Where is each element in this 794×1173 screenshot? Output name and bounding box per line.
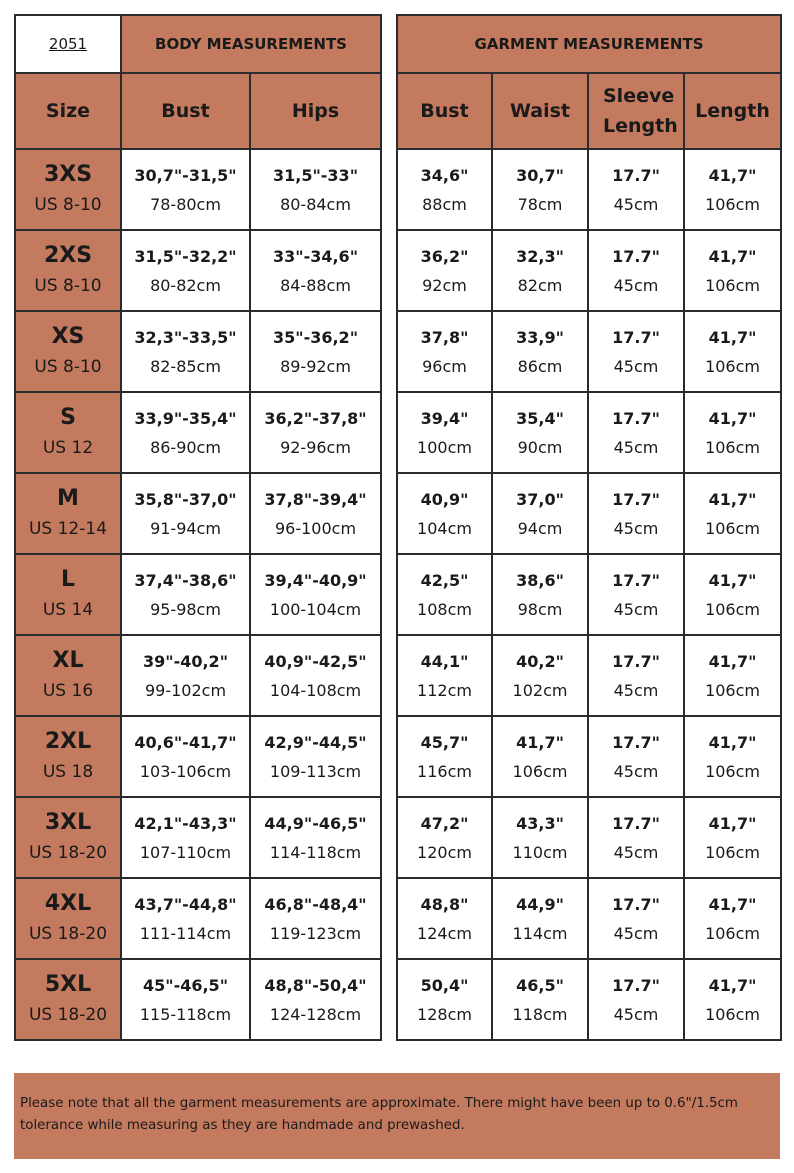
garment-waist-cell xyxy=(492,797,588,878)
garment-length-cm: 106cm xyxy=(705,275,760,295)
body-bust-inches: 30,7"-31,5" xyxy=(134,165,237,185)
size-label: 4XL xyxy=(44,890,92,916)
body-hips-cell xyxy=(250,230,381,311)
garment-waist-inches: 43,3" xyxy=(516,813,564,833)
garment-bust-inches: 44,1" xyxy=(420,651,469,671)
table-row xyxy=(15,473,381,554)
garment-sleeve-length-header: Sleeve Length xyxy=(588,73,684,149)
garment-waist-inches: 41,7" xyxy=(516,732,564,752)
garment-waist-cm: 86cm xyxy=(517,356,563,376)
garment-sleeve-length-inches: 17.7" xyxy=(612,894,660,914)
garment-length-cell xyxy=(684,149,781,230)
garment-sleeve-length-cell xyxy=(588,635,684,716)
garment-sleeve-length-cm: 45cm xyxy=(613,518,659,538)
table-row xyxy=(15,878,381,959)
garment-waist-cm: 82cm xyxy=(517,275,563,295)
us-size-label: US 8-10 xyxy=(34,194,102,215)
garment-length-cell xyxy=(684,230,781,311)
garment-sleeve-length-cell xyxy=(588,473,684,554)
garment-waist-inches: 37,0" xyxy=(516,489,564,509)
body-hips-cm: 89-92cm xyxy=(280,356,351,376)
size-cell xyxy=(15,554,121,635)
body-hips-inches: 44,9"-46,5" xyxy=(264,813,367,833)
garment-length-inches: 41,7" xyxy=(708,732,757,752)
body-bust-inches: 35,8"-37,0" xyxy=(134,489,237,509)
garment-waist-cm: 110cm xyxy=(512,842,568,862)
body-bust-cell xyxy=(121,554,250,635)
size-label: 2XL xyxy=(44,728,92,754)
garment-waist-cm: 106cm xyxy=(512,761,568,781)
garment-bust-header: Bust xyxy=(397,73,492,149)
garment-sleeve-length-inches: 17.7" xyxy=(612,570,660,590)
size-header: Size xyxy=(15,73,121,149)
body-bust-cm: 111-114cm xyxy=(139,923,232,943)
garment-bust-inches: 48,8" xyxy=(420,894,469,914)
garment-length-cm: 106cm xyxy=(705,761,760,781)
table-row xyxy=(397,878,781,959)
body-bust-inches: 31,5"-32,2" xyxy=(134,246,237,266)
body-hips-cm: 100-104cm xyxy=(269,599,362,619)
body-bust-inches: 37,4"-38,6" xyxy=(134,570,237,590)
garment-waist-cell xyxy=(492,878,588,959)
garment-bust-cell xyxy=(397,635,492,716)
body-bust-cell xyxy=(121,878,250,959)
body-hips-cell xyxy=(250,149,381,230)
garment-bust-cell xyxy=(397,554,492,635)
body-hips-inches: 35"-36,2" xyxy=(272,327,359,347)
table-row xyxy=(397,149,781,230)
garment-length-header: Length xyxy=(684,73,781,149)
size-label: XS xyxy=(51,323,85,349)
body-hips-cell xyxy=(250,473,381,554)
body-hips-inches: 42,9"-44,5" xyxy=(264,732,367,752)
body-bust-cell xyxy=(121,311,250,392)
size-label: L xyxy=(60,566,76,592)
garment-length-cell xyxy=(684,473,781,554)
size-cell xyxy=(15,311,121,392)
garment-length-cell xyxy=(684,959,781,1040)
garment-length-cell xyxy=(684,635,781,716)
garment-length-cm: 106cm xyxy=(705,599,760,619)
us-size-label: US 12 xyxy=(42,437,94,458)
garment-sleeve-length-inches: 17.7" xyxy=(612,246,660,266)
us-size-label: US 18-20 xyxy=(28,923,108,944)
garment-waist-cm: 118cm xyxy=(512,1004,568,1024)
body-hips-cell xyxy=(250,554,381,635)
garment-sleeve-length-cm: 45cm xyxy=(613,356,659,376)
table-row xyxy=(397,230,781,311)
garment-length-inches: 41,7" xyxy=(708,165,757,185)
garment-sleeve-length-cell xyxy=(588,878,684,959)
size-cell xyxy=(15,230,121,311)
table-row xyxy=(15,230,381,311)
garment-sleeve-length-cm: 45cm xyxy=(613,1004,659,1024)
garment-sleeve-length-cm: 45cm xyxy=(613,194,659,214)
garment-bust-inches: 42,5" xyxy=(420,570,469,590)
garment-waist-inches: 35,4" xyxy=(516,408,564,428)
garment-bust-inches: 40,9" xyxy=(420,489,469,509)
garment-waist-cell xyxy=(492,959,588,1040)
garment-bust-cm: 108cm xyxy=(417,599,472,619)
garment-waist-inches: 40,2" xyxy=(516,651,564,671)
garment-bust-cm: 124cm xyxy=(417,923,472,943)
garment-sleeve-length-inches: 17.7" xyxy=(612,408,660,428)
garment-length-cm: 106cm xyxy=(705,518,760,538)
body-bust-cell xyxy=(121,473,250,554)
garment-bust-cell xyxy=(397,311,492,392)
garment-waist-cm: 94cm xyxy=(517,518,563,538)
body-hips-inches: 48,8"-50,4" xyxy=(264,975,367,995)
body-hips-cm: 96-100cm xyxy=(274,518,357,538)
garment-bust-inches: 50,4" xyxy=(420,975,469,995)
garment-measurements-table xyxy=(396,14,782,1041)
tolerance-note: Please note that all the garment measurements are approximate. There might have been up to 0.6"/1.5cm tolerance while measuring as they are handmade and prewashed. xyxy=(14,1073,780,1159)
size-label: 3XS xyxy=(43,161,93,187)
body-bust-cm: 115-118cm xyxy=(139,1004,232,1024)
garment-length-cell xyxy=(684,716,781,797)
garment-length-cell xyxy=(684,878,781,959)
garment-sleeve-length-cell xyxy=(588,959,684,1040)
body-hips-cm: 84-88cm xyxy=(280,275,351,295)
us-size-label: US 18-20 xyxy=(28,1004,108,1025)
garment-sleeve-length-cm: 45cm xyxy=(613,680,659,700)
garment-sleeve-length-cell xyxy=(588,392,684,473)
size-label: 5XL xyxy=(44,971,92,997)
body-bust-cell xyxy=(121,716,250,797)
table-row xyxy=(397,473,781,554)
garment-sleeve-length-inches: 17.7" xyxy=(612,165,660,185)
table-row xyxy=(15,716,381,797)
body-bust-cm: 82-85cm xyxy=(150,356,221,376)
garment-sleeve-length-cm: 45cm xyxy=(613,599,659,619)
garment-sleeve-length-cell xyxy=(588,230,684,311)
table-row xyxy=(397,311,781,392)
body-bust-inches: 43,7"-44,8" xyxy=(134,894,237,914)
garment-length-cell xyxy=(684,554,781,635)
garment-bust-cm: 128cm xyxy=(417,1004,472,1024)
garment-bust-inches: 36,2" xyxy=(420,246,469,266)
size-cell xyxy=(15,716,121,797)
body-bust-header: Bust xyxy=(121,73,250,149)
body-hips-cm: 119-123cm xyxy=(269,923,362,943)
garment-length-cm: 106cm xyxy=(705,356,760,376)
garment-bust-cm: 104cm xyxy=(417,518,472,538)
body-hips-inches: 46,8"-48,4" xyxy=(264,894,367,914)
garment-sleeve-length-inches: 17.7" xyxy=(612,651,660,671)
garment-length-cm: 106cm xyxy=(705,923,760,943)
body-bust-cm: 80-82cm xyxy=(150,275,221,295)
table-row xyxy=(397,392,781,473)
body-hips-cm: 109-113cm xyxy=(269,761,362,781)
garment-bust-cell xyxy=(397,797,492,878)
garment-waist-cell xyxy=(492,554,588,635)
us-size-label: US 14 xyxy=(42,599,94,620)
garment-waist-inches: 32,3" xyxy=(516,246,564,266)
garment-bust-inches: 34,6" xyxy=(420,165,469,185)
garment-length-cm: 106cm xyxy=(705,1004,760,1024)
garment-length-cell xyxy=(684,392,781,473)
body-bust-cm: 91-94cm xyxy=(150,518,221,538)
garment-waist-inches: 44,9" xyxy=(516,894,564,914)
garment-length-cm: 106cm xyxy=(705,194,760,214)
body-bust-inches: 40,6"-41,7" xyxy=(134,732,237,752)
us-size-label: US 8-10 xyxy=(34,356,102,377)
garment-waist-cell xyxy=(492,716,588,797)
body-hips-inches: 39,4"-40,9" xyxy=(264,570,367,590)
garment-sleeve-length-cm: 45cm xyxy=(613,437,659,457)
garment-bust-cell xyxy=(397,230,492,311)
body-hips-cell xyxy=(250,797,381,878)
table-row xyxy=(397,554,781,635)
body-bust-cm: 107-110cm xyxy=(139,842,232,862)
garment-sleeve-length-cell xyxy=(588,149,684,230)
size-cell xyxy=(15,473,121,554)
body-hips-inches: 40,9"-42,5" xyxy=(264,651,367,671)
garment-bust-cell xyxy=(397,959,492,1040)
garment-waist-cell xyxy=(492,635,588,716)
body-hips-inches: 33"-34,6" xyxy=(272,246,359,266)
garment-length-cell xyxy=(684,311,781,392)
garment-bust-cm: 100cm xyxy=(417,437,472,457)
body-bust-inches: 42,1"-43,3" xyxy=(134,813,237,833)
garment-bust-cell xyxy=(397,716,492,797)
body-bust-cell xyxy=(121,797,250,878)
body-bust-cm: 103-106cm xyxy=(139,761,232,781)
garment-length-inches: 41,7" xyxy=(708,813,757,833)
garment-sleeve-length-cell xyxy=(588,311,684,392)
garment-waist-cell xyxy=(492,473,588,554)
size-cell xyxy=(15,959,121,1040)
body-hips-cm: 124-128cm xyxy=(269,1004,362,1024)
table-row xyxy=(397,797,781,878)
body-hips-cell xyxy=(250,959,381,1040)
body-hips-inches: 37,8"-39,4" xyxy=(264,489,367,509)
table-row xyxy=(15,959,381,1040)
garment-waist-cell xyxy=(492,149,588,230)
body-hips-cm: 114-118cm xyxy=(269,842,362,862)
size-cell xyxy=(15,149,121,230)
garment-length-inches: 41,7" xyxy=(708,651,757,671)
body-bust-inches: 39"-40,2" xyxy=(142,651,229,671)
product-code: 2051 xyxy=(15,15,121,73)
table-row xyxy=(15,635,381,716)
body-bust-inches: 32,3"-33,5" xyxy=(134,327,237,347)
garment-length-cm: 106cm xyxy=(705,680,760,700)
table-row xyxy=(397,716,781,797)
garment-sleeve-length-inches: 17.7" xyxy=(612,732,660,752)
garment-bust-cell xyxy=(397,392,492,473)
garment-length-cm: 106cm xyxy=(705,437,760,457)
garment-sleeve-length-inches: 17.7" xyxy=(612,489,660,509)
garment-waist-header: Waist xyxy=(492,73,588,149)
garment-bust-cm: 92cm xyxy=(422,275,467,295)
body-measurements-title: BODY MEASUREMENTS xyxy=(121,15,381,73)
us-size-label: US 18-20 xyxy=(28,842,108,863)
garment-waist-cell xyxy=(492,311,588,392)
garment-bust-inches: 39,4" xyxy=(420,408,469,428)
garment-bust-cm: 88cm xyxy=(422,194,467,214)
garment-sleeve-length-cm: 45cm xyxy=(613,761,659,781)
size-cell xyxy=(15,797,121,878)
size-label: 3XL xyxy=(44,809,92,835)
us-size-label: US 12-14 xyxy=(28,518,108,539)
garment-waist-inches: 46,5" xyxy=(516,975,564,995)
table-row xyxy=(15,392,381,473)
garment-sleeve-length-inches: 17.7" xyxy=(612,813,660,833)
table-row xyxy=(397,635,781,716)
garment-sleeve-length-inches: 17.7" xyxy=(612,975,660,995)
garment-bust-inches: 45,7" xyxy=(420,732,469,752)
body-bust-cell xyxy=(121,392,250,473)
body-hips-cm: 80-84cm xyxy=(280,194,351,214)
garment-sleeve-length-cm: 45cm xyxy=(613,842,659,862)
garment-waist-inches: 38,6" xyxy=(516,570,564,590)
size-cell xyxy=(15,878,121,959)
garment-length-inches: 41,7" xyxy=(708,327,757,347)
garment-bust-cell xyxy=(397,473,492,554)
us-size-label: US 8-10 xyxy=(34,275,102,296)
body-hips-header: Hips xyxy=(250,73,381,149)
garment-waist-cm: 98cm xyxy=(517,599,563,619)
body-hips-cell xyxy=(250,878,381,959)
garment-length-inches: 41,7" xyxy=(708,570,757,590)
body-hips-cell xyxy=(250,392,381,473)
garment-waist-cm: 90cm xyxy=(517,437,563,457)
garment-waist-cell xyxy=(492,392,588,473)
body-hips-cm: 104-108cm xyxy=(269,680,362,700)
garment-waist-cm: 102cm xyxy=(512,680,568,700)
garment-length-inches: 41,7" xyxy=(708,975,757,995)
body-bust-inches: 45"-46,5" xyxy=(142,975,229,995)
us-size-label: US 18 xyxy=(42,761,94,782)
table-row xyxy=(15,311,381,392)
table-row xyxy=(15,149,381,230)
garment-sleeve-length-cm: 45cm xyxy=(613,923,659,943)
body-bust-cell xyxy=(121,149,250,230)
body-bust-cell xyxy=(121,959,250,1040)
garment-waist-inches: 30,7" xyxy=(516,165,564,185)
table-row xyxy=(397,959,781,1040)
body-hips-cell xyxy=(250,635,381,716)
garment-bust-cell xyxy=(397,149,492,230)
body-hips-cm: 92-96cm xyxy=(280,437,351,457)
body-bust-inches: 33,9"-35,4" xyxy=(134,408,237,428)
body-hips-cell xyxy=(250,311,381,392)
garment-length-inches: 41,7" xyxy=(708,246,757,266)
garment-waist-cm: 114cm xyxy=(512,923,568,943)
garment-length-inches: 41,7" xyxy=(708,408,757,428)
size-label: XL xyxy=(52,647,84,673)
garment-length-cm: 106cm xyxy=(705,842,760,862)
garment-waist-inches: 33,9" xyxy=(516,327,564,347)
garment-length-inches: 41,7" xyxy=(708,489,757,509)
garment-length-cell xyxy=(684,797,781,878)
garment-bust-inches: 47,2" xyxy=(420,813,469,833)
body-bust-cm: 95-98cm xyxy=(150,599,221,619)
garment-bust-cm: 116cm xyxy=(417,761,472,781)
table-row xyxy=(15,554,381,635)
body-bust-cm: 86-90cm xyxy=(150,437,221,457)
body-hips-inches: 36,2"-37,8" xyxy=(264,408,367,428)
size-label: M xyxy=(57,485,79,511)
garment-sleeve-length-cell xyxy=(588,554,684,635)
body-bust-cell xyxy=(121,635,250,716)
garment-bust-inches: 37,8" xyxy=(420,327,469,347)
body-bust-cell xyxy=(121,230,250,311)
body-hips-inches: 31,5"-33" xyxy=(272,165,359,185)
body-hips-cell xyxy=(250,716,381,797)
garment-measurements-title: GARMENT MEASUREMENTS xyxy=(397,15,781,73)
table-row xyxy=(15,797,381,878)
body-bust-cm: 78-80cm xyxy=(150,194,221,214)
size-label: 2XS xyxy=(43,242,93,268)
garment-bust-cm: 112cm xyxy=(417,680,472,700)
size-cell xyxy=(15,392,121,473)
garment-waist-cm: 78cm xyxy=(517,194,563,214)
garment-bust-cell xyxy=(397,878,492,959)
garment-bust-cm: 120cm xyxy=(417,842,472,862)
garment-bust-cm: 96cm xyxy=(422,356,467,376)
size-label: S xyxy=(60,404,76,430)
garment-sleeve-length-cell xyxy=(588,797,684,878)
garment-sleeve-length-inches: 17.7" xyxy=(612,327,660,347)
garment-sleeve-length-cm: 45cm xyxy=(613,275,659,295)
us-size-label: US 16 xyxy=(42,680,94,701)
garment-waist-cell xyxy=(492,230,588,311)
garment-sleeve-length-cell xyxy=(588,716,684,797)
size-cell xyxy=(15,635,121,716)
body-bust-cm: 99-102cm xyxy=(144,680,227,700)
garment-length-inches: 41,7" xyxy=(708,894,757,914)
body-measurements-table xyxy=(14,14,382,1041)
